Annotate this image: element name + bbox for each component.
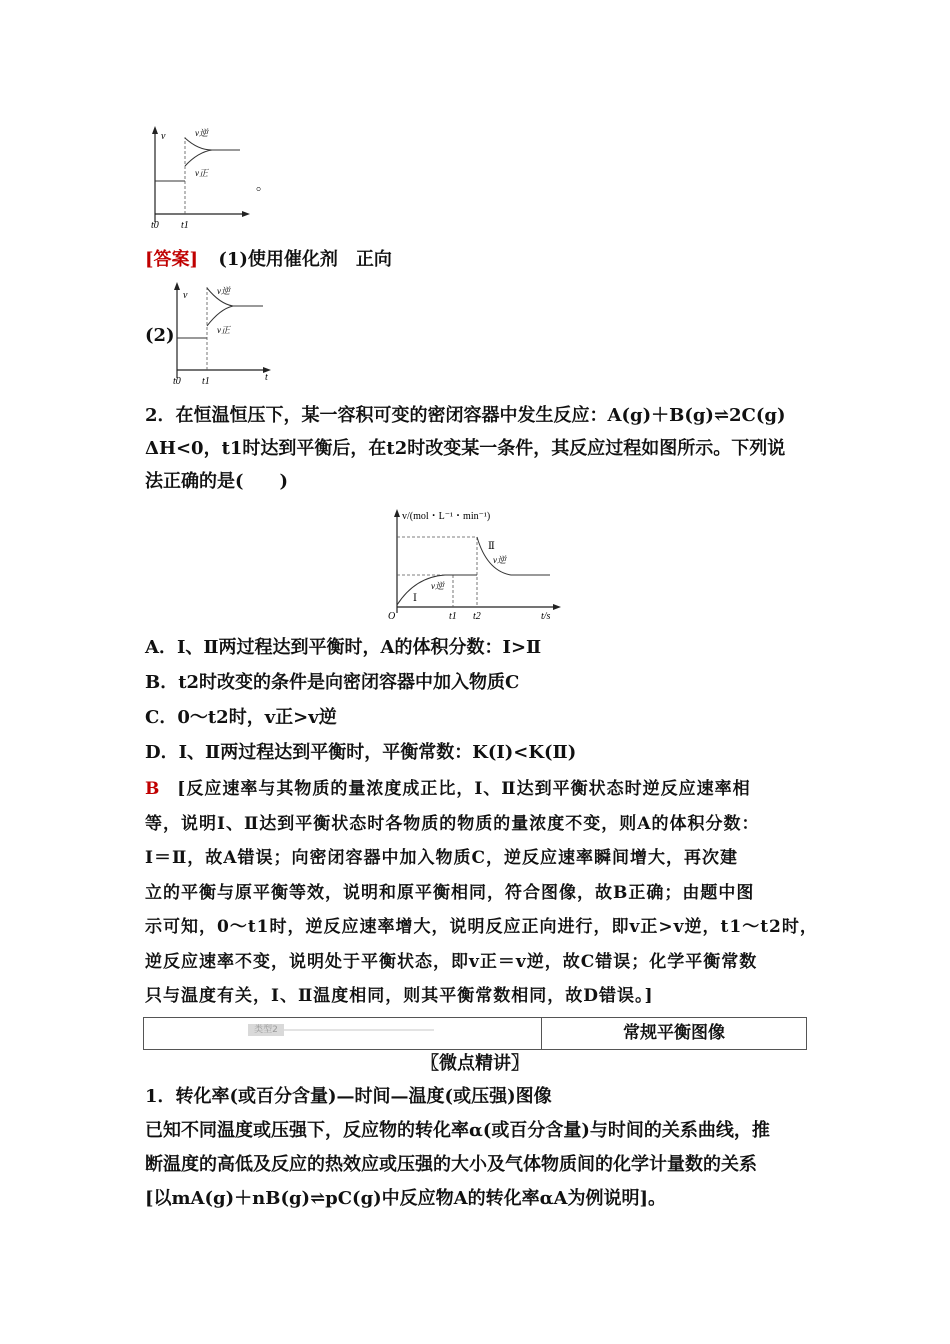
fig1-t0-label: t0 <box>151 220 159 231</box>
banner-decor-bar <box>284 1029 434 1031</box>
fig1-t1-label: t1 <box>181 220 189 231</box>
fig3-t2: t2 <box>473 611 481 622</box>
explanation-line4: 立的平衡与原平衡等效，说明和原平衡相同，符合图像，故B正确；由题中图 <box>145 883 755 903</box>
topic-line3: [以mA(g)＋nB(g)⇌pC(g)中反应物A的转化率αA为例说明]。 <box>145 1188 666 1209</box>
section-heading: 〖微点精讲〗 <box>421 1053 529 1074</box>
option-a: A．Ⅰ、Ⅱ两过程达到平衡时，A的体积分数：Ⅰ>Ⅱ <box>145 637 542 658</box>
fig2-t-label: t <box>265 372 268 383</box>
fig3-t1: t1 <box>449 611 457 622</box>
fig3-xlabel: t/s <box>541 611 551 622</box>
fig2-t1-label: t1 <box>202 376 210 387</box>
answer-tag: [答案] <box>145 249 199 270</box>
explanation-line2: 等，说明Ⅰ、Ⅱ达到平衡状态时各物质的物质的量浓度不变，则A的体积分数： <box>145 814 760 834</box>
fig3-ylabel: v/(mol・L⁻¹・min⁻¹) <box>402 511 491 522</box>
figure-3-rate-time <box>385 505 565 625</box>
explanation-line5: 示可知，0～t1时，逆反应速率增大，说明反应正向进行，即v正>v逆，t1～t2时， <box>145 917 818 937</box>
fig2-v-fwd-label: v正 <box>217 325 230 335</box>
fig1-period: 。 <box>256 179 270 194</box>
topic-line2: 断温度的高低及反应的热效应或压强的大小及气体物质间的化学计量数的关系 <box>145 1154 757 1175</box>
fig3-origin: O <box>388 611 396 622</box>
topic-heading: 1．转化率(或百分含量)—时间—温度(或压强)图像 <box>145 1086 552 1107</box>
type-banner <box>143 1017 807 1050</box>
answer-part1: (1)使用催化剂 正向 <box>218 249 392 270</box>
fig3-v-rev-2: v逆 <box>493 555 506 565</box>
answer-part2: (2) <box>145 325 175 346</box>
explanation-line3: Ⅰ＝Ⅱ，故A错误；向密闭容器中加入物质C，逆反应速率瞬间增大，再次建 <box>145 848 738 868</box>
option-d: D．Ⅰ、Ⅱ两过程达到平衡时，平衡常数：K(Ⅰ)<K(Ⅱ) <box>145 742 577 763</box>
fig1-v-fwd-label: v正 <box>195 168 208 178</box>
q2-line3: 法正确的是( ) <box>145 471 289 492</box>
option-b: B．t2时改变的条件是向密闭容器中加入物质C <box>145 672 520 693</box>
fig2-t0-label: t0 <box>173 376 181 387</box>
figure-1-rate-time <box>140 122 280 232</box>
explanation-line7: 只与温度有关，Ⅰ、Ⅱ温度相同，则其平衡常数相同，故D错误。] <box>145 986 654 1006</box>
topic-line1: 已知不同温度或压强下，反应物的转化率α(或百分含量)与时间的关系曲线，推 <box>145 1120 770 1141</box>
fig2-v-label: v <box>183 290 188 301</box>
fig1-v-label: v <box>161 131 166 142</box>
explanation-answer: B <box>145 779 161 799</box>
fig1-v-rev-label: v逆 <box>195 128 208 138</box>
explanation-line1 <box>145 776 751 802</box>
fig3-v-rev-1: v逆 <box>431 581 444 591</box>
explanation-line6: 逆反应速率不变，说明处于平衡状态，即v正＝v逆，故C错误；化学平衡常数 <box>145 952 758 972</box>
fig3-roman-1: Ⅰ <box>413 593 417 604</box>
answer-line <box>145 247 392 273</box>
q2-line1: 2．在恒温恒压下，某一容积可变的密闭容器中发生反应：A(g)＋B(g)⇌2C(g) <box>145 405 786 426</box>
fig3-roman-2: Ⅱ <box>488 541 495 552</box>
banner-tag: 类型2 <box>248 1024 284 1036</box>
explanation-line1-text: [反应速率与其物质的量浓度成正比，Ⅰ、Ⅱ达到平衡状态时逆反应速率相 <box>177 779 751 799</box>
q2-line2: ΔH<0，t1时达到平衡后，在t2时改变某一条件，其反应过程如图所示。下列说 <box>145 438 786 459</box>
banner-title: 常规平衡图像 <box>623 1023 725 1043</box>
fig2-v-rev-label: v逆 <box>217 286 230 296</box>
option-c: C．0～t2时，v正>v逆 <box>145 707 337 728</box>
figure-2-rate-time <box>165 278 285 388</box>
